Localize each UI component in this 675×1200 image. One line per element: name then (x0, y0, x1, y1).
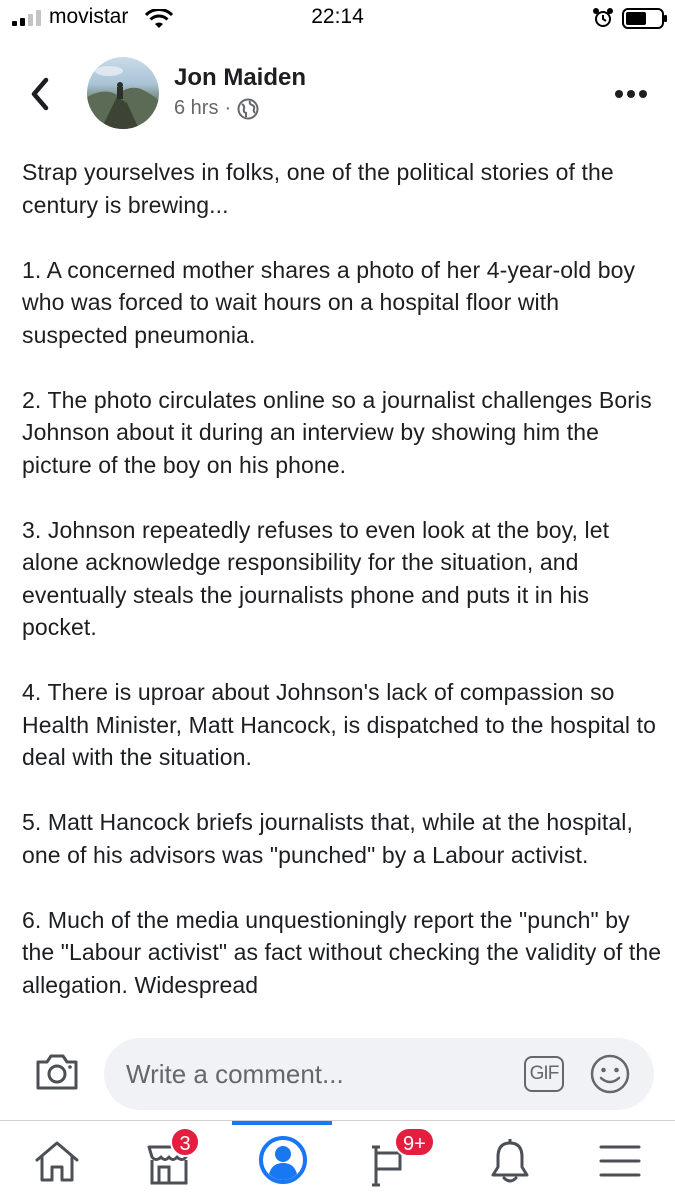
author-avatar[interactable] (87, 57, 159, 129)
back-arrow-icon[interactable] (26, 76, 54, 112)
comment-box (104, 1038, 654, 1110)
status-time: 22:14 (311, 5, 364, 28)
avatar-photo (87, 57, 159, 129)
marketplace-badge: 3 (170, 1127, 200, 1157)
carrier-name: movistar (49, 5, 129, 28)
notifications-badge: 9+ (394, 1127, 435, 1157)
tab-pages[interactable] (358, 1121, 444, 1200)
post-paragraph: 1. A concerned mother shares a photo of her 4-year-old boy who was forced to wait hours on a hospital floor with suspected pneumonia. (22, 256, 636, 348)
post-paragraph: 4. There is uproar about Johnson's lack of compassion so Health Minister, Matt Hancock, is dispatched to the hospital to deal with the situation. (22, 679, 657, 770)
post-paragraph: 3. Johnson repeatedly refuses to even look at the boy, let alone acknowledge responsibility for the situation, and eventually steals the journalists phone and puts it in his pocket. (22, 516, 610, 640)
bell-icon (488, 1135, 532, 1185)
home-icon (34, 1139, 80, 1183)
post-meta (174, 97, 259, 120)
profile-icon (258, 1135, 308, 1185)
active-tab-indicator (232, 1121, 332, 1125)
gif-button[interactable]: GIF (524, 1056, 564, 1092)
meta-separator: · (224, 97, 232, 119)
post-paragraph: 6. Much of the media unquestioningly report the "punch" by the "Labour activist" as fact without checking the validity of the allegation. Widespread (22, 906, 662, 998)
comment-input[interactable] (126, 1056, 506, 1092)
emoji-icon[interactable] (588, 1052, 632, 1096)
post-paragraph: Strap yourselves in folks, one of the political stories of the century is brewing... (22, 159, 614, 218)
tab-bar (0, 1121, 675, 1200)
post-text (22, 156, 662, 1028)
status-bar (0, 0, 675, 38)
more-options-icon[interactable] (613, 88, 649, 100)
alarm-clock-icon (592, 7, 614, 29)
post-paragraph: 2. The photo circulates online so a journalist challenges Boris Johnson about it during an interview by showing him the picture of the boy on his phone. (22, 386, 652, 478)
tab-home[interactable] (20, 1121, 96, 1200)
camera-icon[interactable] (34, 1052, 80, 1092)
globe-icon (237, 98, 259, 120)
tab-notifications[interactable] (476, 1121, 546, 1200)
tab-marketplace[interactable] (130, 1121, 210, 1200)
post-time[interactable]: 6 hrs (174, 97, 219, 119)
battery-icon (622, 8, 668, 29)
tab-menu[interactable] (580, 1121, 660, 1200)
author-name[interactable]: Jon Maiden (174, 64, 307, 91)
post-paragraph: 5. Matt Hancock briefs journalists that, while at the hospital, one of his advisors was "punched" by a Labour activist. (22, 809, 633, 868)
hamburger-menu-icon (598, 1143, 642, 1179)
tab-profile[interactable] (242, 1121, 324, 1200)
